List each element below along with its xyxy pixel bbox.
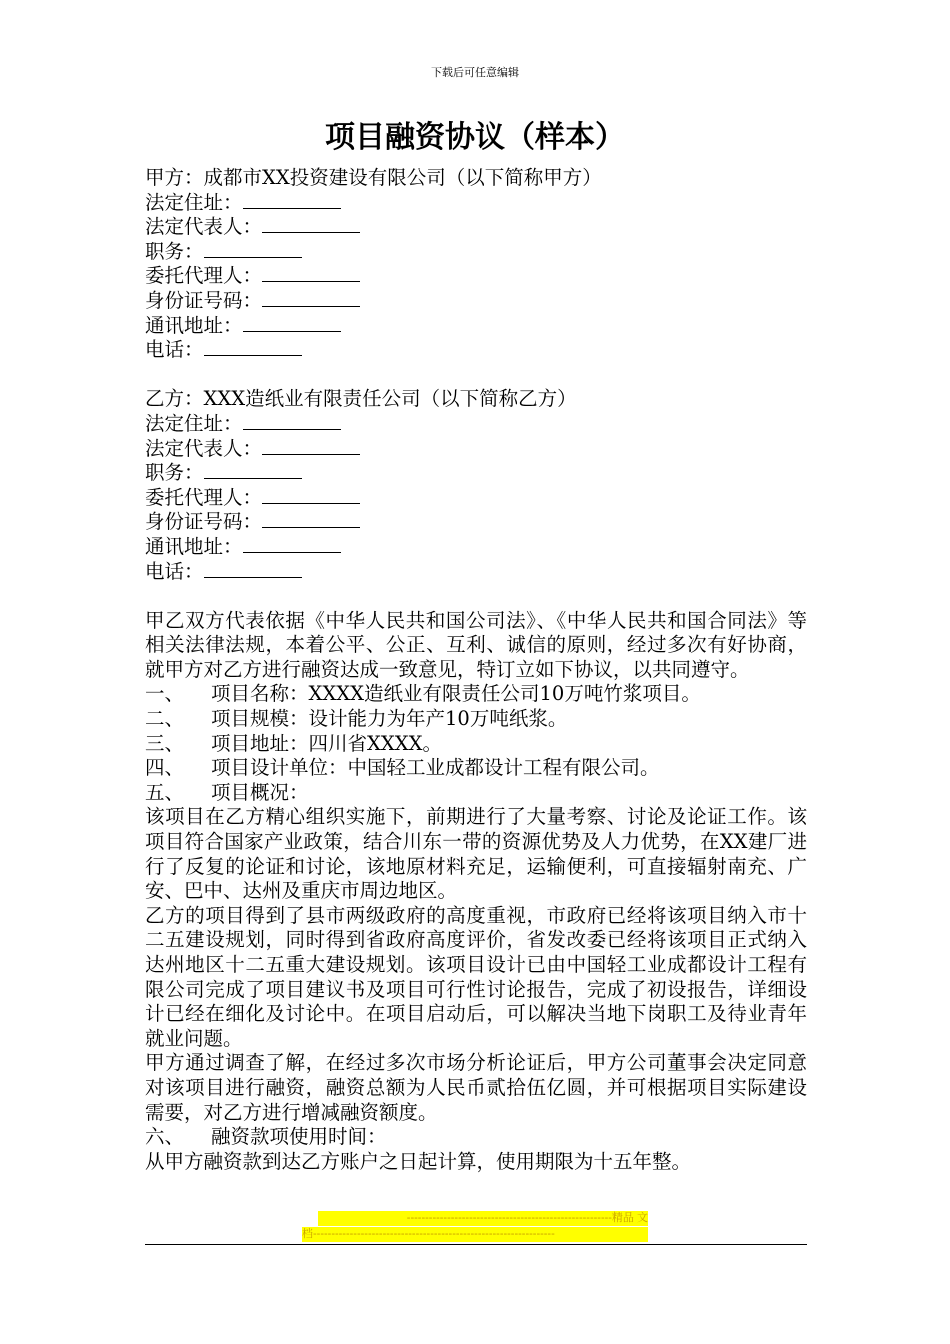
blank-line (243, 413, 341, 430)
clause-item (145, 781, 807, 806)
party-a-field: 法定代表人： (145, 215, 807, 240)
party-b-field: 委托代理人： (145, 486, 807, 511)
blank-line (204, 462, 302, 479)
clause-text: 融资款项使用时间： (211, 1125, 387, 1149)
spacer (145, 584, 807, 609)
party-a-field: 职务： (145, 240, 807, 265)
clause-text: 项目名称：XXXX造纸业有限责任公司10万吨竹浆项目。 (211, 682, 701, 706)
blank-line (262, 290, 360, 307)
footer-watermark-line2: 档------------------------------------------------------------------ (302, 1227, 648, 1242)
party-a-field: 法定住址： (145, 191, 807, 216)
clause-number: 一、 (145, 682, 185, 706)
spacer (145, 363, 807, 388)
blank-line (204, 339, 302, 356)
party-a-field: 电话： (145, 338, 807, 363)
blank-line (262, 438, 360, 455)
clause-item (145, 1125, 807, 1150)
party-b-field: 法定住址： (145, 412, 807, 437)
document-body (145, 166, 807, 1174)
blank-line (262, 265, 360, 282)
footer-rule (145, 1244, 807, 1245)
party-b-field: 通讯地址： (145, 535, 807, 560)
party-b-field: 身份证号码： (145, 510, 807, 535)
clause-number: 二、 (145, 707, 185, 731)
blank-line (243, 192, 341, 209)
party-b-field: 职务： (145, 461, 807, 486)
clause-text: 项目设计单位：中国轻工业成都设计工程有限公司。 (211, 756, 660, 780)
party-b-intro: 乙方：XXX造纸业有限责任公司（以下简称乙方） (145, 387, 577, 411)
clause-item (145, 732, 807, 757)
party-a-field: 身份证号码： (145, 289, 807, 314)
party-a-intro: 甲方：成都市XX投资建设有限公司（以下简称甲方） (145, 166, 602, 189)
clause-text: 项目规模：设计能力为年产10万吨纸浆。 (211, 707, 568, 731)
header-note: 下载后可任意编辑 (431, 66, 519, 79)
clause-number: 四、 (145, 756, 185, 780)
party-b-field: 电话： (145, 560, 807, 585)
blank-line (204, 241, 302, 258)
clause-item (145, 756, 807, 781)
document-title: 项目融资协议（样本） (325, 120, 625, 155)
blank-line (262, 216, 360, 233)
overview-paragraph: 该项目在乙方精心组织实施下，前期进行了大量考察、讨论及论证工作。该项目符合国家产业政策，结合川东一带的资源优势及人力优势，在XX建厂进行了反复的论证和讨论，该地原材料充足，运输便利，可直接辐射南充、广安、巴中、达州及重庆市周边地区。 (145, 805, 807, 903)
clause-number: 五、 (145, 780, 185, 804)
blank-line (262, 487, 360, 504)
clause-item (145, 682, 807, 707)
clause-six-body: 从甲方融资款到达乙方账户之日起计算，使用期限为十五年整。 (145, 1149, 692, 1173)
clause-number: 三、 (145, 731, 185, 755)
party-a-field: 委托代理人： (145, 264, 807, 289)
overview-paragraph: 乙方的项目得到了县市两级政府的高度重视，市政府已经将该项目纳入市十二五建设规划，同时得到省政府高度评价，省发改委已经将该项目正式纳入达州地区十二五重大建设规划。该项目设计已由中国轻工业成都设计工程有限公司完成了项目建议书及项目可行性讨论报告，完成了初设报告，详细设计已经在细化及讨论中。在项目启动后，可以解决当地下岗职工及待业青年就业问题。 (145, 903, 807, 1050)
overview-paragraph: 甲方通过调查了解，在经过多次市场分析论证后，甲方公司董事会决定同意对该项目进行融资，融资总额为人民币贰拾伍亿圆，并可根据项目实际建设需要，对乙方进行增减融资额度。 (145, 1051, 807, 1124)
blank-line (262, 511, 360, 528)
clause-text: 项目概况： (211, 780, 309, 804)
blank-line (204, 561, 302, 578)
clause-item (145, 707, 807, 732)
preamble-paragraph: 甲乙双方代表依据《中华人民共和国公司法》、《中华人民共和国合同法》等相关法律法规，本着公平、公正、互利、诚信的原则，经过多次有好协商，就甲方对乙方进行融资达成一致意见，特订立如下协议，以共同遵守。 (145, 608, 807, 681)
clause-text: 项目地址：四川省XXXX。 (211, 731, 443, 755)
blank-line (243, 536, 341, 553)
blank-line (243, 315, 341, 332)
footer-watermark-line1: --------------------------------------------------------精品 文 (318, 1211, 648, 1226)
clause-number: 六、 (145, 1125, 185, 1149)
party-b-field: 法定代表人： (145, 437, 807, 462)
party-a-field: 通讯地址： (145, 314, 807, 339)
